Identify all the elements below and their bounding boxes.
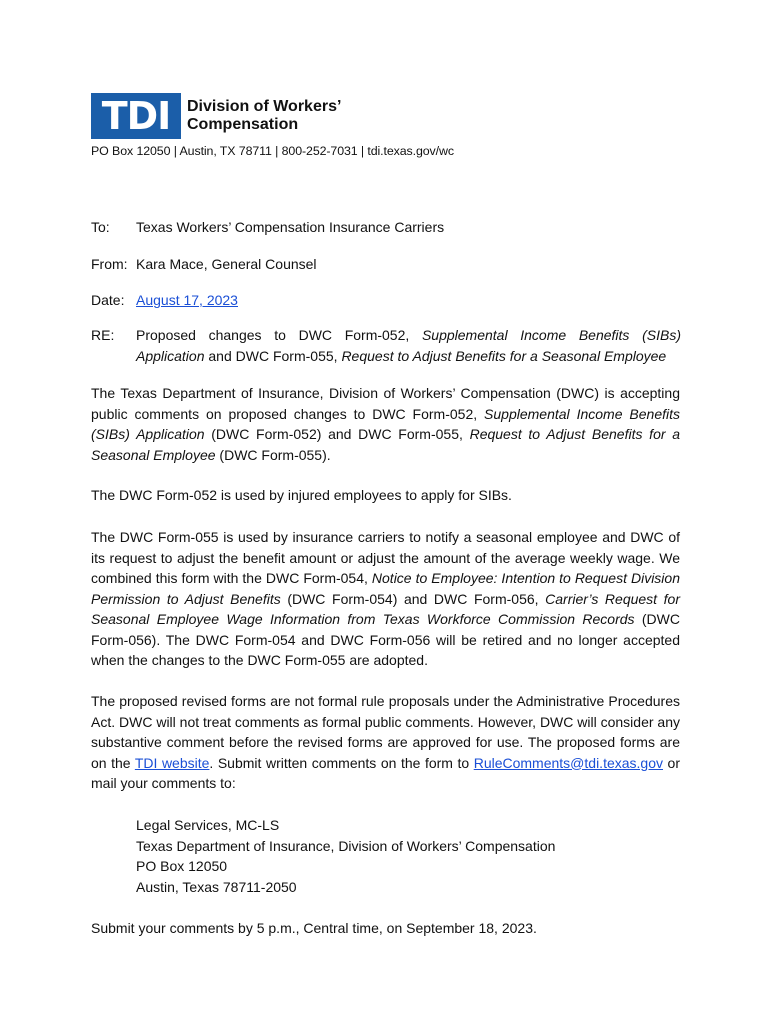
paragraph-text: The DWC Form-055 is used by insurance carriers to notify a seasonal employee and DWC of its request to adjust the benefit amount or adjust the amount of the average weekly wage. We combined this form with the DWC Form-054, bbox=[91, 529, 680, 586]
paragraph-text: The Texas Department of Insurance, Division of Workers’ Compensation (DWC) is accepting public comments on proposed changes to DWC Form-052, bbox=[91, 385, 680, 422]
re-form055-title: Request to Adjust Benefits for a Seasonal Employee bbox=[341, 348, 667, 364]
paragraph-form055 bbox=[91, 527, 680, 671]
re-text: Proposed changes to DWC Form-052, bbox=[136, 327, 422, 343]
address-line: Texas Department of Insurance, Division of Workers’ Compensation bbox=[136, 837, 556, 854]
paragraph-text: The proposed revised forms are not formal rule proposals under the Administrative Procedures Act. DWC will not treat comments as formal public comments. However, DWC will consider any substantive comment before the revised forms are approved for use. The proposed forms are on the bbox=[91, 693, 680, 771]
address-line: Legal Services, MC-LS bbox=[136, 817, 280, 833]
tdi-logo-mark: TDI bbox=[91, 93, 181, 139]
to-label: To: bbox=[91, 219, 110, 235]
division-name-line2: Compensation bbox=[187, 116, 299, 133]
to-value: Texas Workers’ Compensation Insurance Carriers bbox=[136, 219, 445, 235]
division-name bbox=[187, 93, 341, 139]
date-link[interactable]: August 17, 2023 bbox=[136, 292, 238, 308]
paragraph-text: . Submit written comments on the form to bbox=[209, 754, 474, 771]
paragraph-text: (DWC Form-052) and DWC Form-055, bbox=[204, 426, 470, 442]
re-text: and DWC Form-055, bbox=[204, 348, 342, 364]
paragraph-text: (DWC Form-054) and DWC Form-056, bbox=[280, 590, 546, 607]
form052-title: Supplemental Income Benefits (SIBs) Application bbox=[91, 405, 680, 442]
from-label: From: bbox=[91, 256, 128, 272]
address-line: PO Box 12050 bbox=[136, 858, 228, 874]
mailing-address bbox=[136, 815, 555, 897]
memo-to bbox=[91, 217, 445, 237]
re-subject bbox=[136, 325, 681, 367]
tdi-logo bbox=[91, 93, 341, 139]
letterhead-address: PO Box 12050 | Austin, TX 78711 | 800-252-7031 | tdi.texas.gov/wc bbox=[91, 144, 454, 158]
form054-title: Notice to Employee: Intention to Request Division Permission to Adjust Benefits bbox=[91, 570, 680, 607]
paragraph-text: or mail your comments to: bbox=[91, 754, 680, 791]
paragraph-text: (DWC Form-055). bbox=[215, 446, 331, 463]
rule-comments-email-link[interactable]: RuleComments@tdi.texas.gov bbox=[473, 754, 663, 771]
paragraph-comments bbox=[91, 691, 680, 794]
division-name-line1: Division of Workers’ bbox=[187, 98, 342, 115]
paragraph-text: (DWC Form-056). The DWC Form-054 and DWC Form-056 will be retired and no longer accepted when the changes to the DWC Form-055 are adopted. bbox=[91, 611, 680, 668]
memo-from bbox=[91, 254, 317, 274]
from-value: Kara Mace, General Counsel bbox=[136, 256, 317, 272]
re-label: RE: bbox=[91, 327, 115, 343]
paragraph-form052: The DWC Form-052 is used by injured employees to apply for SIBs. bbox=[91, 487, 512, 503]
tdi-website-link[interactable]: TDI website bbox=[134, 754, 210, 771]
re-form052-title: Supplemental Income Benefits (SIBs) Application bbox=[136, 327, 681, 364]
date-label: Date: bbox=[91, 292, 125, 308]
memo-re bbox=[91, 325, 681, 367]
memo-date bbox=[91, 290, 238, 310]
form056-title: Carrier’s Request for Seasonal Employee Wage Information from Texas Workforce Commission Records bbox=[91, 590, 681, 627]
address-line: Austin, Texas 78711-2050 bbox=[136, 878, 297, 895]
paragraph-deadline: Submit your comments by 5 p.m., Central time, on September 18, 2023. bbox=[91, 920, 537, 936]
paragraph-intro bbox=[91, 383, 680, 465]
form055-title: Request to Adjust Benefits for a Seasonal Employee bbox=[91, 426, 680, 463]
